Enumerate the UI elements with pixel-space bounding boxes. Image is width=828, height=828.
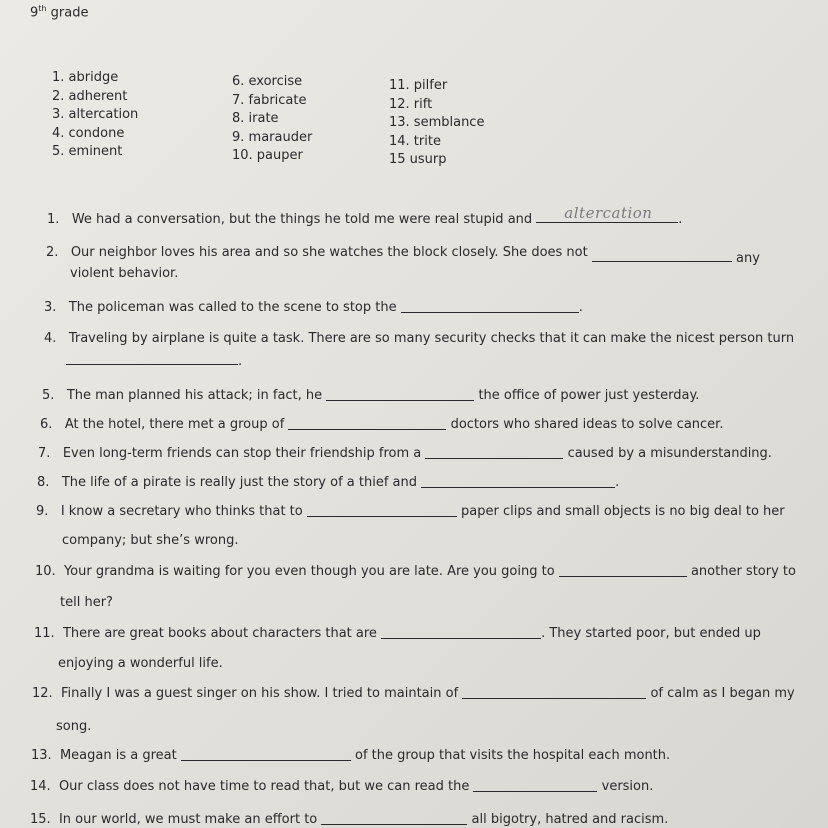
question-number: 11. xyxy=(34,626,55,641)
question-9 xyxy=(36,502,785,519)
question-text: Your grandma is waiting for you even though you are late. Are you going to xyxy=(63,564,555,579)
question-number: 6. xyxy=(40,417,53,432)
question-7 xyxy=(38,444,772,461)
question-1 xyxy=(47,204,683,227)
question-text: The man planned his attack; in fact, he xyxy=(66,388,323,403)
question-text: Traveling by airplane is quite a task. There are so many security checks that it can make the nicest person turn xyxy=(68,331,795,346)
question-4 xyxy=(44,331,794,346)
grade-number: 9 xyxy=(30,5,39,21)
question-3 xyxy=(44,298,583,315)
question-number: 8. xyxy=(37,475,50,490)
answer-blank[interactable] xyxy=(326,388,474,401)
vocab-word: 1. abridge xyxy=(52,70,119,85)
answer-blank[interactable] xyxy=(381,626,541,639)
question-text-end: . xyxy=(615,475,620,490)
question-text-end: the office of power just yesterday. xyxy=(478,388,700,403)
question-text-end: of the group that visits the hospital each month. xyxy=(355,748,671,763)
question-text: Even long-term friends can stop their friendship from a xyxy=(62,446,422,461)
handwritten-answer: altercation xyxy=(564,204,653,222)
grade-word: grade xyxy=(50,5,89,21)
vocab-word: 11. pilfer xyxy=(389,78,448,93)
answer-blank[interactable] xyxy=(66,352,238,365)
vocab-word: 8. irate xyxy=(232,111,279,126)
question-number: 10. xyxy=(35,564,56,579)
answer-blank[interactable] xyxy=(462,686,646,699)
question-text-end: . xyxy=(678,212,683,227)
question-4-continued xyxy=(66,352,242,369)
question-10-continued: tell her? xyxy=(60,595,113,610)
question-15 xyxy=(30,810,668,827)
question-text-end: . xyxy=(238,354,243,369)
answer-blank[interactable] xyxy=(559,564,687,577)
question-2 xyxy=(46,243,760,266)
question-text: The policeman was called to the scene to stop the xyxy=(68,300,397,315)
answer-blank[interactable] xyxy=(307,504,457,517)
question-text-end: . They started poor, but ended up xyxy=(541,626,761,641)
question-text-end: . xyxy=(578,300,583,315)
question-text-end: any xyxy=(736,251,760,266)
answer-blank[interactable] xyxy=(288,417,446,430)
question-text-end: another story to xyxy=(690,564,796,579)
question-text: I know a secretary who thinks that to xyxy=(60,504,303,519)
question-text-end: version. xyxy=(601,779,654,794)
question-text: In our world, we must make an effort to xyxy=(58,812,318,827)
question-12-continued: song. xyxy=(56,719,92,734)
question-text-end: doctors who shared ideas to solve cancer. xyxy=(450,417,724,432)
grade-label xyxy=(30,4,88,20)
vocab-word: 7. fabricate xyxy=(232,92,307,108)
question-number: 2. xyxy=(46,245,59,260)
question-8 xyxy=(37,473,619,490)
question-text: Our class does not have time to read that, but we can read the xyxy=(58,779,470,794)
vocab-word: 5. eminent xyxy=(52,144,123,159)
vocab-word: 3. altercation xyxy=(52,107,139,122)
question-text: Our neighbor loves his area and so she watches the block closely. She does not xyxy=(70,245,588,260)
vocab-column-1 xyxy=(52,69,138,162)
question-text: Finally I was a guest singer on his show. I tried to maintain of xyxy=(60,686,459,701)
answer-blank[interactable] xyxy=(321,812,467,825)
question-13 xyxy=(31,746,670,763)
question-text-end: of calm as I began my xyxy=(650,686,795,701)
vocab-column-3 xyxy=(389,77,484,170)
question-11-continued: enjoying a wonderful life. xyxy=(58,656,223,671)
vocab-column-2 xyxy=(232,73,312,166)
vocab-word: 15 usurp xyxy=(389,152,447,167)
question-number: 14. xyxy=(30,779,51,794)
question-11 xyxy=(34,624,761,641)
question-2-continued: violent behavior. xyxy=(70,266,179,281)
question-14 xyxy=(30,777,653,794)
question-6 xyxy=(40,415,723,432)
vocab-word: 14. trite xyxy=(389,133,441,149)
answer-blank[interactable] xyxy=(181,748,351,761)
question-number: 9. xyxy=(36,504,49,519)
answer-blank[interactable] xyxy=(592,249,732,262)
question-12 xyxy=(32,684,795,701)
vocab-word: 2. adherent xyxy=(52,88,128,104)
question-text-end: caused by a misunderstanding. xyxy=(567,446,772,461)
question-9-continued: company; but she’s wrong. xyxy=(62,533,239,548)
question-number: 3. xyxy=(44,300,57,315)
question-text: At the hotel, there met a group of xyxy=(64,417,285,432)
question-text: Meagan is a great xyxy=(59,748,177,763)
vocab-word: 10. pauper xyxy=(232,148,303,163)
answer-blank[interactable] xyxy=(421,475,615,488)
question-text-end: all bigotry, hatred and racism. xyxy=(471,812,669,827)
answer-blank[interactable] xyxy=(536,204,678,223)
grade-superscript: th xyxy=(38,4,47,13)
question-number: 5. xyxy=(42,388,55,403)
answer-blank[interactable] xyxy=(473,779,597,792)
question-5 xyxy=(42,386,699,403)
question-number: 12. xyxy=(32,686,53,701)
question-text: The life of a pirate is really just the story of a thief and xyxy=(61,475,417,490)
vocab-word: 4. condone xyxy=(52,125,125,141)
question-text-end: paper clips and small objects is no big deal to her xyxy=(461,504,785,519)
answer-blank[interactable] xyxy=(401,300,579,313)
question-number: 7. xyxy=(38,446,51,461)
question-number: 4. xyxy=(44,331,57,346)
vocab-word: 13. semblance xyxy=(389,115,485,130)
question-number: 1. xyxy=(47,212,60,227)
answer-blank[interactable] xyxy=(425,446,563,459)
question-number: 13. xyxy=(31,748,52,763)
vocab-word: 9. marauder xyxy=(232,129,313,145)
question-text: We had a conversation, but the things he told me were real stupid and xyxy=(71,212,533,227)
question-text: There are great books about characters that are xyxy=(62,626,377,641)
vocab-word: 12. rift xyxy=(389,96,433,112)
vocab-word: 6. exorcise xyxy=(232,74,303,89)
question-10 xyxy=(35,562,796,579)
question-number: 15. xyxy=(30,812,51,827)
